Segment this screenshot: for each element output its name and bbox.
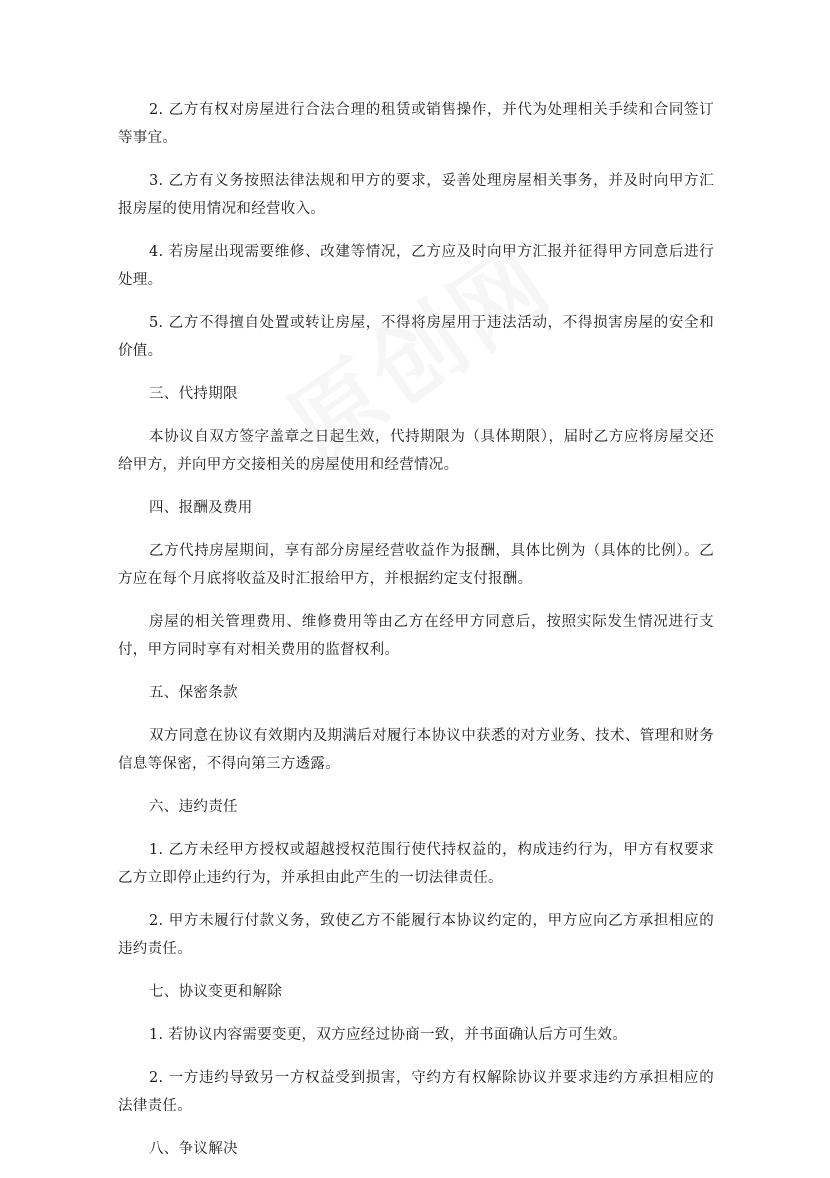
remuneration-paragraph-2: 房屋的相关管理费用、维修费用等由乙方在经甲方同意后，按照实际发生情况进行支付，甲方同时享有对相关费用的监督权利。 <box>118 614 714 658</box>
confidentiality-paragraph: 双方同意在协议有效期内及期满后对履行本协议中获悉的对方业务、技术、管理和财务信息等保密，不得向第三方透露。 <box>118 728 714 772</box>
remuneration-paragraph-1: 乙方代持房屋期间，享有部分房屋经营收益作为报酬，具体比例为（具体的比例）。乙方应在每个月底将收益及时汇报给甲方，并根据约定支付报酬。 <box>118 543 714 587</box>
clause-3-duties: 3. 乙方有义务按照法律法规和甲方的要求，妥善处理房屋相关事务，并及时向甲方汇报房屋的使用情况和经营收入。 <box>118 173 714 217</box>
section-heading-dispute: 八、争议解决 <box>149 1141 238 1157</box>
breach-clause-2: 2. 甲方未履行付款义务，致使乙方不能履行本协议约定的，甲方应向乙方承担相应的违约责任。 <box>118 913 714 957</box>
breach-clause-1: 1. 乙方未经甲方授权或超越授权范围行使代持权益的，构成违约行为，甲方有权要求乙方立即停止违约行为，并承担由此产生的一切法律责任。 <box>118 842 714 886</box>
section-heading-term: 三、代持期限 <box>149 386 238 402</box>
section-heading-remuneration: 四、报酬及费用 <box>149 500 253 516</box>
section-heading-confidentiality: 五、保密条款 <box>149 685 238 701</box>
amendment-clause-2: 2. 一方违约导致另一方权益受到损害，守约方有权解除协议并要求违约方承担相应的法律责任。 <box>118 1070 714 1114</box>
section-heading-amendment: 七、协议变更和解除 <box>149 984 283 1000</box>
clause-4-repair: 4. 若房屋出现需要维修、改建等情况，乙方应及时向甲方汇报并征得甲方同意后进行处理。 <box>118 244 714 288</box>
section-heading-breach: 六、违约责任 <box>149 799 238 815</box>
term-paragraph: 本协议自双方签字盖章之日起生效，代持期限为（具体期限），届时乙方应将房屋交还给甲方，并向甲方交接相关的房屋使用和经营情况。 <box>118 429 714 473</box>
document-body <box>118 96 714 1178</box>
amendment-clause-1: 1. 若协议内容需要变更，双方应经过协商一致，并书面确认后方可生效。 <box>149 1027 628 1043</box>
clause-2-rights: 2. 乙方有权对房屋进行合法合理的租赁或销售操作，并代为处理相关手续和合同签订等事宜。 <box>118 102 714 146</box>
clause-5-prohibition: 5. 乙方不得擅自处置或转让房屋，不得将房屋用于违法活动，不得损害房屋的安全和价值。 <box>118 315 714 359</box>
